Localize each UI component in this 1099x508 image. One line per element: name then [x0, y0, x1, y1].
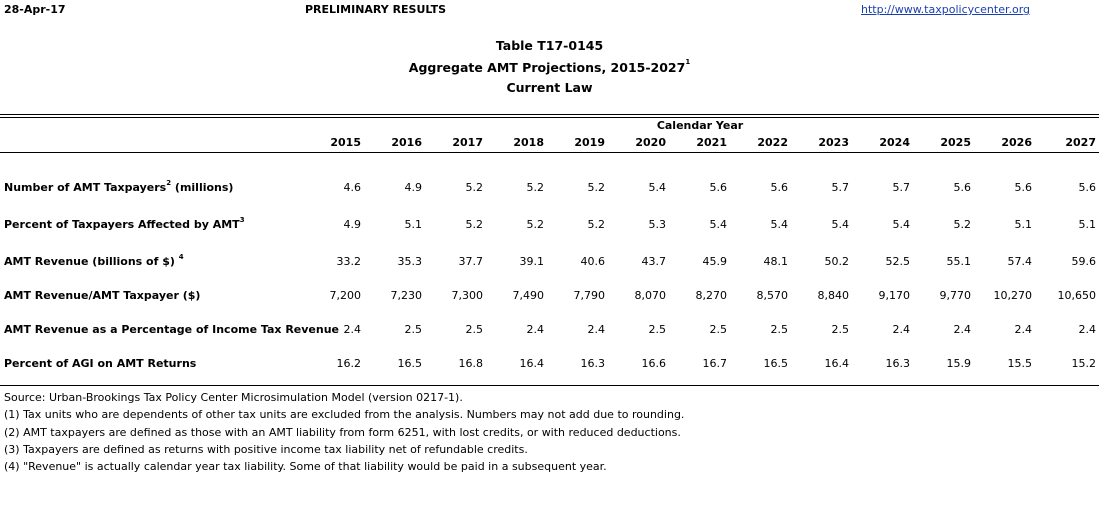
table-cell: 2.4 — [953, 323, 971, 336]
preliminary-label: PRELIMINARY RESULTS — [305, 3, 447, 16]
table-cell: 16.2 — [336, 357, 361, 370]
table-cell: 48.1 — [763, 255, 788, 268]
row-label-text: AMT Revenue/AMT Taxpayer ($) — [4, 289, 201, 302]
table-cell: 7,490 — [512, 289, 544, 302]
table-cell: 52.5 — [885, 255, 910, 268]
footnote-line: (2) AMT taxpayers are defined as those with an AMT liability from form 6251, with lost credits, or with reduced deductions. — [4, 425, 681, 439]
table-cell: 9,770 — [939, 289, 971, 302]
table-cell: 50.2 — [824, 255, 849, 268]
table-cell: 5.2 — [526, 218, 544, 231]
year-header-2027: 2027 — [1065, 136, 1096, 149]
table-cell: 5.6 — [1014, 181, 1032, 194]
table-cell: 5.2 — [587, 218, 605, 231]
year-header-2017: 2017 — [452, 136, 483, 149]
table-cell: 4.9 — [404, 181, 422, 194]
row-label — [4, 323, 339, 336]
table-cell: 2.4 — [526, 323, 544, 336]
table-cell: 35.3 — [397, 255, 422, 268]
table-cell: 2.4 — [587, 323, 605, 336]
table-cell: 45.9 — [702, 255, 727, 268]
table-cell: 7,300 — [451, 289, 483, 302]
table-cell: 59.6 — [1071, 255, 1096, 268]
table-cell: 16.7 — [702, 357, 727, 370]
row-label-suffix: (millions) — [171, 181, 234, 194]
table-cell: 7,230 — [390, 289, 422, 302]
table-cell: 16.3 — [885, 357, 910, 370]
year-header-2023: 2023 — [818, 136, 849, 149]
table-cell: 7,790 — [573, 289, 605, 302]
table-cell: 5.6 — [770, 181, 788, 194]
table-cell: 5.2 — [587, 181, 605, 194]
row-label-footnote: 4 — [178, 253, 184, 261]
year-header-2020: 2020 — [635, 136, 666, 149]
year-header-2024: 2024 — [879, 136, 910, 149]
row-label — [4, 357, 196, 370]
row-label — [4, 218, 245, 231]
table-cell: 2.5 — [404, 323, 422, 336]
table-cell: 37.7 — [458, 255, 483, 268]
row-label-text: AMT Revenue (billions of $) — [4, 255, 179, 268]
table-title-text: Aggregate AMT Projections, 2015-2027 — [408, 60, 686, 75]
row-label — [4, 255, 184, 268]
table-cell: 10,650 — [1057, 289, 1096, 302]
table-cell: 5.4 — [831, 218, 849, 231]
table-subtitle: Current Law — [506, 80, 593, 95]
table-top-rule-double — [0, 117, 1099, 118]
table-cell: 5.1 — [1078, 218, 1096, 231]
table-cell: 16.4 — [519, 357, 544, 370]
year-header-2025: 2025 — [940, 136, 971, 149]
table-title — [0, 60, 1099, 75]
table-cell: 5.7 — [831, 181, 849, 194]
row-label — [4, 289, 200, 302]
table-cell: 33.2 — [336, 255, 361, 268]
table-cell: 16.8 — [458, 357, 483, 370]
table-cell: 5.7 — [892, 181, 910, 194]
year-header-2022: 2022 — [757, 136, 788, 149]
row-label-footnote: 2 — [166, 179, 172, 187]
table-cell: 4.6 — [343, 181, 361, 194]
table-cell: 5.1 — [1014, 218, 1032, 231]
table-cell: 16.6 — [641, 357, 666, 370]
table-cell: 2.4 — [892, 323, 910, 336]
table-cell: 16.4 — [824, 357, 849, 370]
table-cell: 2.4 — [1078, 323, 1096, 336]
table-cell: 2.5 — [465, 323, 483, 336]
table-cell: 5.4 — [770, 218, 788, 231]
footnote-line: (4) "Revenue" is actually calendar year tax liability. Some of that liability would be paid in a subsequent year. — [4, 460, 607, 474]
table-cell: 4.9 — [343, 218, 361, 231]
row-label-text: Percent of AGI on AMT Returns — [4, 357, 197, 370]
table-cell: 2.5 — [648, 323, 666, 336]
calendar-year-header: Calendar Year — [656, 119, 744, 132]
footnote-line: (3) Taxpayers are defined as returns with positive income tax liability net of refundable credits. — [4, 442, 528, 456]
table-cell: 5.4 — [709, 218, 727, 231]
table-cell: 2.5 — [709, 323, 727, 336]
table-title-footnote: 1 — [685, 58, 691, 66]
table-cell: 39.1 — [519, 255, 544, 268]
year-header-2019: 2019 — [574, 136, 605, 149]
table-cell: 7,200 — [329, 289, 361, 302]
footnote-line: (1) Tax units who are dependents of other tax units are excluded from the analysis. Numbers may not add due to rounding. — [4, 408, 685, 422]
year-header-2016: 2016 — [391, 136, 422, 149]
table-id: Table T17-0145 — [495, 38, 604, 53]
row-label — [4, 181, 233, 194]
table-cell: 5.6 — [1078, 181, 1096, 194]
table-cell: 5.1 — [404, 218, 422, 231]
table-cell: 5.2 — [465, 218, 483, 231]
table-cell: 16.5 — [763, 357, 788, 370]
table-cell: 55.1 — [946, 255, 971, 268]
row-label-text: Percent of Taxpayers Affected by AMT — [4, 218, 240, 231]
table-cell: 5.6 — [709, 181, 727, 194]
table-bottom-rule — [0, 385, 1099, 386]
table-cell: 57.4 — [1007, 255, 1032, 268]
table-cell: 9,170 — [878, 289, 910, 302]
table-cell: 16.3 — [580, 357, 605, 370]
table-cell: 2.4 — [343, 323, 361, 336]
row-label-text: Number of AMT Taxpayers — [4, 181, 167, 194]
year-header-2026: 2026 — [1001, 136, 1032, 149]
table-cell: 8,070 — [634, 289, 666, 302]
table-top-rule — [0, 114, 1099, 115]
table-cell: 5.2 — [465, 181, 483, 194]
row-label-text: AMT Revenue as a Percentage of Income Tax Revenue — [4, 323, 340, 336]
year-header-2021: 2021 — [696, 136, 727, 149]
table-cell: 15.9 — [946, 357, 971, 370]
table-cell: 15.5 — [1007, 357, 1032, 370]
table-cell: 16.5 — [397, 357, 422, 370]
table-cell: 8,840 — [817, 289, 849, 302]
row-label-footnote: 3 — [239, 216, 245, 224]
table-cell: 5.3 — [648, 218, 666, 231]
tpc-website-link[interactable]: http://www.taxpolicycenter.org — [861, 3, 1031, 16]
report-date: 28-Apr-17 — [4, 3, 66, 16]
table-cell: 2.5 — [831, 323, 849, 336]
table-cell: 8,270 — [695, 289, 727, 302]
table-cell: 2.5 — [770, 323, 788, 336]
table-cell: 5.6 — [953, 181, 971, 194]
table-cell: 8,570 — [756, 289, 788, 302]
footnote-line: Source: Urban-Brookings Tax Policy Center Microsimulation Model (version 0217-1). — [4, 391, 463, 404]
table-cell: 2.4 — [1014, 323, 1032, 336]
table-cell: 10,270 — [993, 289, 1032, 302]
year-header-2018: 2018 — [513, 136, 544, 149]
table-cell: 5.2 — [526, 181, 544, 194]
table-cell: 43.7 — [641, 255, 666, 268]
table-cell: 5.2 — [953, 218, 971, 231]
table-cell: 40.6 — [580, 255, 605, 268]
header-bottom-rule — [0, 152, 1099, 153]
table-cell: 5.4 — [892, 218, 910, 231]
table-cell: 15.2 — [1071, 357, 1096, 370]
table-cell: 5.4 — [648, 181, 666, 194]
year-header-2015: 2015 — [330, 136, 361, 149]
